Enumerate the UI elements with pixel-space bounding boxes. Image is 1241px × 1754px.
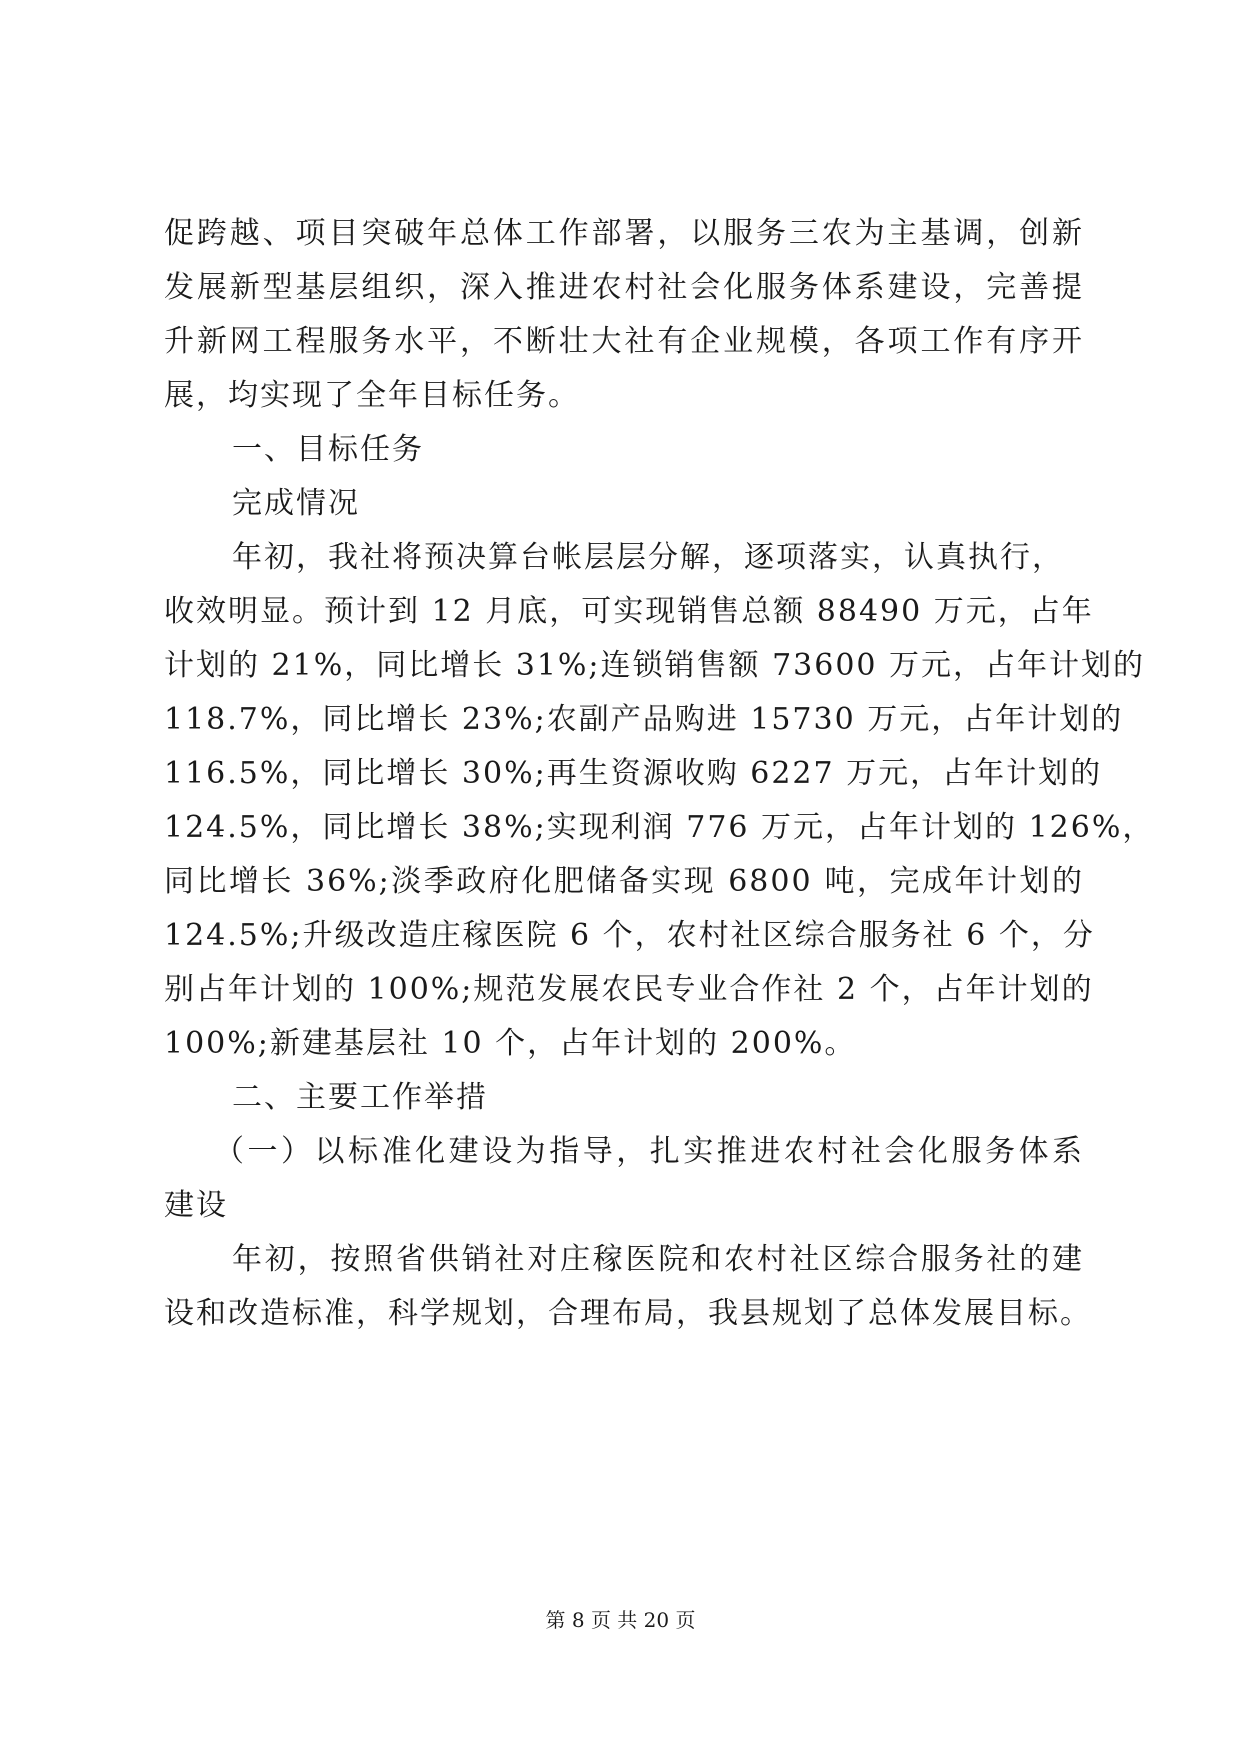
section-heading: 二、主要工作举措 (232, 1080, 488, 1115)
paragraph-line: 展，均实现了全年目标任务。 (164, 378, 580, 413)
page-number: 第 8 页 共 20 页 (545, 1608, 696, 1632)
paragraph-line: 年初，我社将预决算台帐层层分解，逐项落实，认真执行， (232, 540, 1064, 575)
paragraph-line: 发展新型基层组织，深入推进农村社会化服务体系建设，完善提 (164, 270, 1084, 305)
paragraph-line: 116.5%，同比增长 30%;再生资源收购 6227 万元，占年计划的 (164, 756, 1103, 791)
paragraph-line: 设和改造标准，科学规划，合理布局，我县规划了总体发展目标。 (164, 1296, 1092, 1331)
paragraph-line: 124.5%，同比增长 38%;实现利润 776 万元，占年计划的 126%， (164, 810, 1155, 845)
subsection-heading: 完成情况 (232, 486, 360, 521)
paragraph-line: 年初，按照省供销社对庄稼医院和农村社区综合服务社的建 (232, 1242, 1084, 1277)
paragraph-line: 计划的 21%，同比增长 31%;连锁销售额 73600 万元，占年计划的 (164, 648, 1146, 683)
subsection-heading: 建设 (164, 1188, 228, 1223)
paragraph-line: 124.5%;升级改造庄稼医院 6 个，农村社区综合服务社 6 个，分 (164, 918, 1095, 953)
paragraph-line: 118.7%，同比增长 23%;农副产品购进 15730 万元，占年计划的 (164, 702, 1124, 737)
paragraph-line: 升新网工程服务水平，不断壮大社有企业规模，各项工作有序开 (164, 324, 1084, 359)
paragraph-line: 100%;新建基层社 10 个，占年计划的 200%。 (164, 1026, 857, 1061)
paragraph-line: 别占年计划的 100%;规范发展农民专业合作社 2 个，占年计划的 (164, 972, 1094, 1007)
subsection-heading: （一）以标准化建设为指导，扎实推进农村社会化服务体系 (214, 1134, 1084, 1169)
section-heading: 一、目标任务 (232, 432, 424, 467)
paragraph-line: 促跨越、项目突破年总体工作部署，以服务三农为主基调，创新 (164, 216, 1084, 251)
paragraph-line: 同比增长 36%;淡季政府化肥储备实现 6800 吨，完成年计划的 (164, 864, 1084, 899)
paragraph-line: 收效明显。预计到 12 月底，可实现销售总额 88490 万元，占年 (164, 594, 1094, 629)
